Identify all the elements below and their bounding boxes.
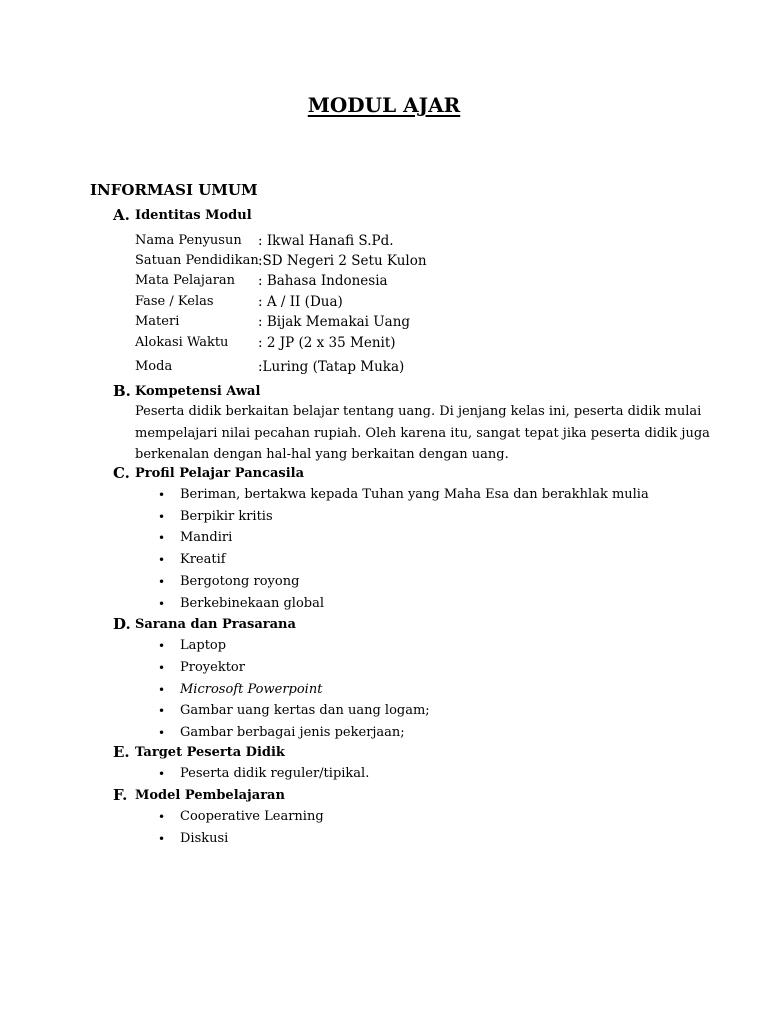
section-letter-a: A. (113, 206, 130, 224)
section-heading-identitas: Identitas Modul (135, 208, 252, 223)
document-title: MODUL AJAR (307, 93, 461, 117)
list-item: Kreatif (180, 552, 226, 567)
value-moda: :Luring (Tatap Muka) (258, 359, 405, 375)
bullet-icon: • (158, 510, 166, 524)
bullet-icon: • (158, 832, 166, 846)
bullet-icon: • (158, 639, 166, 653)
value-fase-kelas: : A / II (Dua) (258, 294, 343, 310)
section-letter-f: F. (113, 786, 128, 804)
label-fase-kelas: Fase / Kelas (135, 294, 214, 309)
list-item: Bergotong royong (180, 574, 300, 589)
label-satuan-pendidikan: Satuan Pendidikan (135, 253, 259, 268)
section-heading-target: Target Peserta Didik (135, 745, 285, 760)
list-item: Peserta didik reguler/tipikal. (180, 766, 370, 781)
bullet-icon: • (158, 531, 166, 545)
bullet-icon: • (158, 683, 166, 697)
list-item: Berpikir kritis (180, 509, 273, 524)
list-item: Mandiri (180, 530, 233, 545)
bullet-icon: • (158, 553, 166, 567)
paragraph-line: Peserta didik berkaitan belajar tentang uang. Di jenjang kelas ini, peserta didik mulai (135, 404, 702, 419)
list-item: Beriman, bertakwa kepada Tuhan yang Maha Esa dan berakhlak mulia (180, 487, 649, 502)
list-item: Cooperative Learning (180, 809, 324, 824)
label-materi: Materi (135, 314, 180, 329)
value-satuan-pendidikan: :SD Negeri 2 Setu Kulon (258, 253, 427, 269)
section-heading-profil: Profil Pelajar Pancasila (135, 466, 305, 481)
value-materi: : Bijak Memakai Uang (258, 314, 411, 330)
bullet-icon: • (158, 661, 166, 675)
label-alokasi-waktu: Alokasi Waktu (135, 335, 229, 350)
label-mata-pelajaran: Mata Pelajaran (135, 273, 236, 288)
bullet-icon: • (158, 488, 166, 502)
list-item: Gambar uang kertas dan uang logam; (180, 703, 430, 718)
list-item: Laptop (180, 638, 227, 653)
value-mata-pelajaran: : Bahasa Indonesia (258, 273, 388, 289)
paragraph-line: berkenalan dengan hal-hal yang berkaitan dengan uang. (135, 447, 509, 462)
label-nama-penyusun: Nama Penyusun (135, 233, 242, 248)
bullet-icon: • (158, 767, 166, 781)
section-title: INFORMASI UMUM (90, 181, 258, 199)
value-nama-penyusun: : Ikwal Hanafi S.Pd. (258, 233, 394, 249)
bullet-icon: • (158, 726, 166, 740)
section-letter-b: B. (113, 382, 131, 400)
list-item: Microsoft Powerpoint (180, 682, 323, 697)
section-letter-e: E. (113, 743, 130, 761)
list-item: Gambar berbagai jenis pekerjaan; (180, 725, 405, 740)
bullet-icon: • (158, 810, 166, 824)
section-letter-c: C. (113, 464, 130, 482)
bullet-icon: • (158, 597, 166, 611)
list-item: Berkebinekaan global (180, 596, 324, 611)
section-letter-d: D. (113, 615, 131, 633)
section-heading-model: Model Pembelajaran (135, 788, 285, 803)
label-moda: Moda (135, 359, 173, 374)
bullet-icon: • (158, 575, 166, 589)
list-item: Diskusi (180, 831, 229, 846)
section-heading-sarana: Sarana dan Prasarana (135, 617, 296, 632)
bullet-icon: • (158, 704, 166, 718)
value-alokasi-waktu: : 2 JP (2 x 35 Menit) (258, 335, 396, 351)
paragraph-line: mempelajari nilai pecahan rupiah. Oleh karena itu, sangat tepat jika peserta didik juga (135, 426, 710, 441)
section-heading-kompetensi: Kompetensi Awal (135, 384, 261, 399)
list-item: Proyektor (180, 660, 245, 675)
